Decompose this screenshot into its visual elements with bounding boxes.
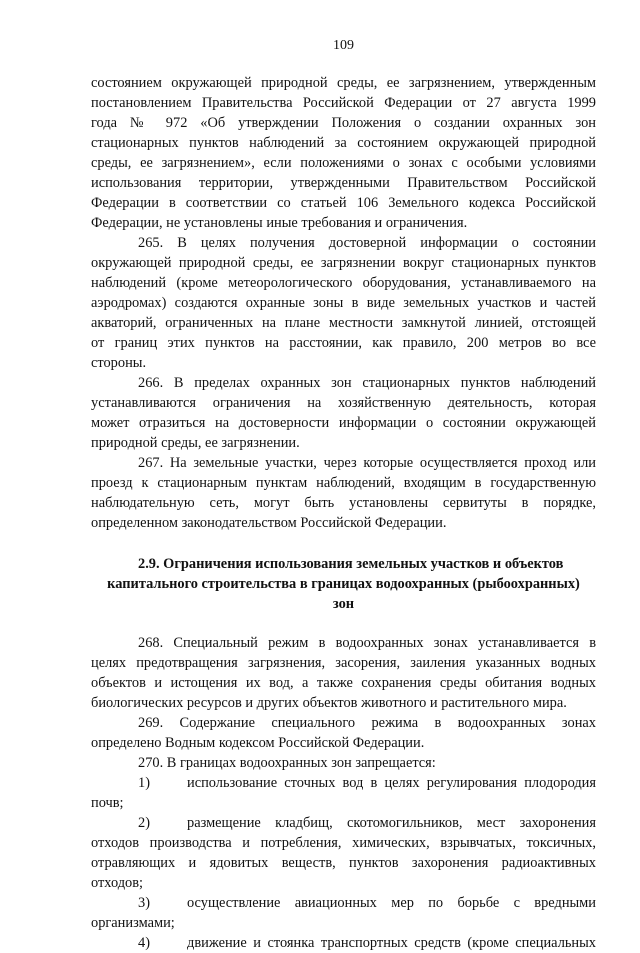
text-line: 267. На земельные участки, через которые осуществляется проход или bbox=[138, 455, 596, 471]
text-line: стороны. bbox=[91, 355, 147, 371]
text-line: объектов и истощения их вод, а также сохранения среды обитания водных bbox=[91, 675, 596, 691]
list-item-text: размещение кладбищ, скотомогильников, мест захоронения bbox=[187, 815, 596, 831]
text-line: почв; bbox=[91, 795, 124, 811]
text-line: природной среды, ее загрязнении. bbox=[91, 435, 300, 451]
text-line: может отразиться на достоверности информации о состоянии окружающей bbox=[91, 415, 596, 431]
text-line: организмами; bbox=[91, 915, 175, 931]
list-item bbox=[91, 933, 596, 953]
text-line: использования территории, утвержденными Правительством Российской bbox=[91, 175, 596, 191]
text-line: постановлением Правительства Российской Федерации от 27 августа 1999 bbox=[91, 95, 596, 111]
text-line: отходов; bbox=[91, 875, 144, 891]
list-item bbox=[91, 893, 596, 933]
text-line: проезд к стационарным пунктам наблюдений, входящим в государственную bbox=[91, 475, 596, 491]
list-item-first-line bbox=[91, 773, 596, 793]
text-line: определенном законодательством Российской Федерации. bbox=[91, 515, 447, 531]
list-item-number: 1) bbox=[138, 775, 150, 791]
text-line: 265. В целях получения достоверной информации о состоянии bbox=[138, 235, 596, 251]
text-line: целях предотвращения загрязнения, засорения, заиления указанных водных bbox=[91, 655, 596, 671]
page-number: 109 bbox=[333, 38, 354, 53]
list-item-number: 2) bbox=[138, 815, 150, 831]
text-line: устанавливаются ограничения на хозяйственную деятельность, которая bbox=[91, 395, 596, 411]
list-item bbox=[91, 813, 596, 893]
text-line: отравляющих и ядовитых веществ, пунктов захоронения радиоактивных bbox=[91, 855, 596, 871]
text-line: аэродромах) создаются охранные зоны в виде земельных участков и частей bbox=[91, 295, 596, 311]
text-line: 268. Специальный режим в водоохранных зонах устанавливается в bbox=[138, 635, 596, 651]
paragraph-270 bbox=[91, 753, 596, 773]
paragraph-265 bbox=[91, 233, 596, 373]
paragraph-269 bbox=[91, 713, 596, 753]
text-line: отходов производства и потребления, химических, взрывчатых, токсичных, bbox=[91, 835, 596, 851]
text-line: Федерации, не установлены иные требования и ограничения. bbox=[91, 215, 468, 231]
text-line: 270. В границах водоохранных зон запрещается: bbox=[138, 755, 436, 771]
prohibition-list bbox=[91, 773, 596, 953]
list-item-first-line bbox=[91, 893, 596, 913]
list-item-text: использование сточных вод в целях регулирования плодородия bbox=[187, 775, 596, 791]
list-item-text: движение и стоянка транспортных средств (кроме специальных bbox=[187, 935, 596, 951]
text-line: акваторий, ограниченных на плане местности замкнутой линией, отстоящей bbox=[91, 315, 596, 331]
text-line: Федерации в соответствии со статьей 106 Земельного кодекса Российской bbox=[91, 195, 596, 211]
heading-line: 2.9. Ограничения использования земельных участков и объектов bbox=[138, 556, 564, 572]
body-text bbox=[91, 73, 596, 953]
list-item-first-line bbox=[91, 813, 596, 833]
text-line: состоянием окружающей природной среды, ее загрязнением, утвержденным bbox=[91, 75, 596, 91]
list-item bbox=[91, 773, 596, 813]
text-line: стационарных пунктов наблюдений за состоянием окружающей природной bbox=[91, 135, 596, 151]
heading-line: капитального строительства в границах водоохранных (рыбоохранных) bbox=[107, 576, 580, 592]
paragraph-266 bbox=[91, 373, 596, 453]
text-line: 269. Содержание специального режима в водоохранных зонах bbox=[138, 715, 596, 731]
text-line: года № 972 «Об утверждении Положения о создании охранных зон bbox=[91, 115, 596, 131]
list-item-text: осуществление авиационных мер по борьбе с вредными bbox=[187, 895, 596, 911]
text-line: определено Водным кодексом Российской Федерации. bbox=[91, 735, 425, 751]
text-line: окружающей природной среды, ее загрязнении вокруг стационарных пунктов bbox=[91, 255, 596, 271]
text-line: от границ этих пунктов на расстоянии, как правило, 200 метров во все bbox=[91, 335, 596, 351]
text-line: среды, ее загрязнением», если положениями о зонах с особыми условиями bbox=[91, 155, 596, 171]
paragraph-268 bbox=[91, 633, 596, 713]
text-line: наблюдательную сеть, могут быть установлены сервитуты в порядке, bbox=[91, 495, 596, 511]
paragraph-continuation bbox=[91, 73, 596, 233]
text-line: биологических ресурсов и других объектов животного и растительного мира. bbox=[91, 695, 567, 711]
list-item-number: 3) bbox=[138, 895, 150, 911]
heading-line: зон bbox=[332, 596, 355, 612]
text-line: 266. В пределах охранных зон стационарных пунктов наблюдений bbox=[138, 375, 596, 391]
list-item-number: 4) bbox=[138, 935, 150, 951]
paragraph-267 bbox=[91, 453, 596, 533]
text-line: наблюдений (кроме метеорологического оборудования, устанавливаемого на bbox=[91, 275, 596, 291]
list-item-first-line bbox=[91, 933, 596, 953]
section-heading bbox=[91, 554, 596, 614]
